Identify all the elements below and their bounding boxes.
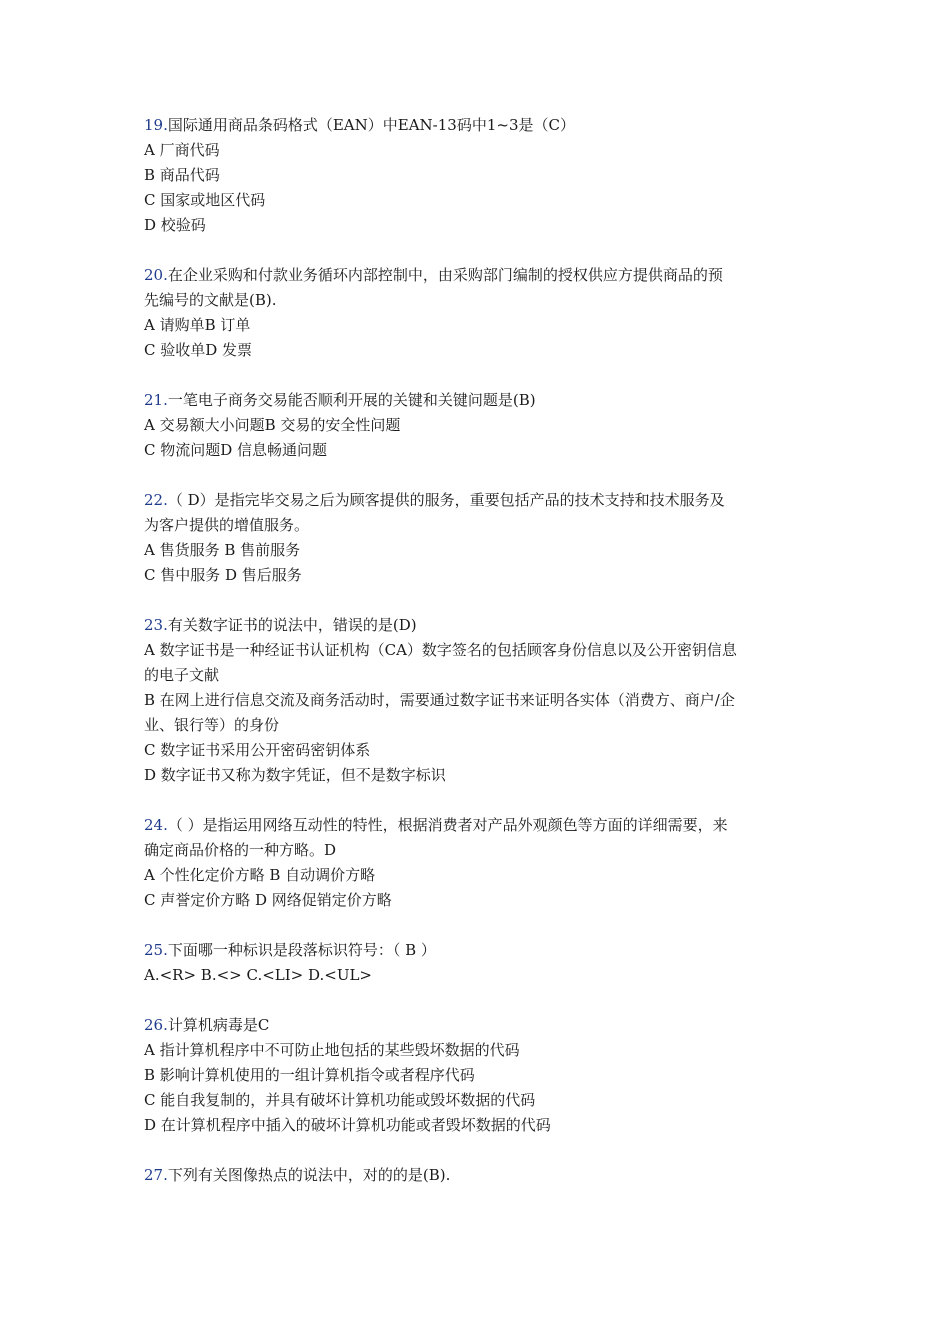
answer-option: A 个性化定价方略 B 自动调价方略 (144, 866, 376, 884)
question-number: 19. (144, 116, 168, 134)
answer-option: C 验收单D 发票 (144, 341, 253, 359)
question-stem-text: 在企业采购和付款业务循环内部控制中，由采购部门编制的授权供应方提供商品的预 (167, 266, 723, 284)
question-stem-text: （ ）是指运用网络互动性的特性，根据消费者对产品外观颜色等方面的详细需要，来 (167, 816, 728, 834)
question-stem-text: 下面哪一种标识是段落标识符号：（ B ） (167, 941, 436, 959)
question-stem-text: 国际通用商品条码格式（EAN）中EAN-13码中1~3是（C） (167, 116, 575, 134)
answer-option: B 在网上进行信息交流及商务活动时，需要通过数字证书来证明各实体（消费方、商户/企 (144, 691, 735, 709)
answer-option: A 数字证书是一种经证书认证机构（CA）数字签名的包括顾客身份信息以及公开密钥信息 (144, 641, 737, 659)
question-stem-text: 一笔电子商务交易能否顺利开展的关键和关键问题是(B) (167, 391, 536, 409)
answer-option: A 厂商代码 (144, 141, 220, 159)
answer-option: B 影响计算机使用的一组计算机指令或者程序代码 (144, 1066, 475, 1084)
question-stem-text: 有关数字证书的说法中，错误的是(D) (167, 616, 417, 634)
answer-option: A 交易额大小问题B 交易的安全性问题 (144, 416, 401, 434)
document-page (144, 113, 809, 1213)
answer-option: A.<R> B.<> C.<LI> D.<UL> (144, 966, 372, 984)
question-number: 27. (144, 1166, 168, 1184)
answer-option: 业、银行等）的身份 (144, 716, 280, 734)
answer-option: D 数字证书又称为数字凭证，但不是数字标识 (144, 766, 446, 784)
question-24 (144, 813, 809, 913)
question-stem-text: 计算机病毒是C (167, 1016, 270, 1034)
question-number: 20. (144, 266, 168, 284)
question-stem-line (144, 1013, 809, 1038)
question-21 (144, 388, 809, 463)
question-stem-line: 先编号的文献是(B). (144, 291, 277, 309)
answer-option: C 国家或地区代码 (144, 191, 266, 209)
answer-option: A 指计算机程序中不可防止地包括的某些毁坏数据的代码 (144, 1041, 520, 1059)
question-26 (144, 1013, 809, 1138)
question-22 (144, 488, 809, 588)
question-stem-text: 下列有关图像热点的说法中，对的的是(B). (167, 1166, 451, 1184)
answer-option: C 声誉定价方略 D 网络促销定价方略 (144, 891, 392, 909)
answer-option: D 校验码 (144, 216, 206, 234)
question-stem-text: （ D）是指完毕交易之后为顾客提供的服务，重要包括产品的技术支持和技术服务及 (167, 491, 725, 509)
question-stem-line (144, 488, 809, 513)
answer-option: B 商品代码 (144, 166, 220, 184)
answer-option: A 售货服务 B 售前服务 (144, 541, 301, 559)
question-stem-line (144, 938, 809, 963)
question-stem-line (144, 613, 809, 638)
answer-option: C 数字证书采用公开密码密钥体系 (144, 741, 371, 759)
question-27 (144, 1163, 809, 1188)
question-stem-line (144, 1163, 809, 1188)
answer-option: C 能自我复制的，并具有破坏计算机功能或毁坏数据的代码 (144, 1091, 536, 1109)
question-number: 22. (144, 491, 168, 509)
question-stem-line (144, 388, 809, 413)
answer-option: C 售中服务 D 售后服务 (144, 566, 302, 584)
answer-option: A 请购单B 订单 (144, 316, 251, 334)
question-19 (144, 113, 809, 238)
question-number: 21. (144, 391, 168, 409)
question-number: 25. (144, 941, 168, 959)
answer-option: 的电子文献 (144, 666, 220, 684)
question-stem-line (144, 263, 809, 288)
question-stem-line (144, 113, 809, 138)
question-number: 23. (144, 616, 168, 634)
question-number: 24. (144, 816, 168, 834)
question-25 (144, 938, 809, 988)
answer-option: D 在计算机程序中插入的破坏计算机功能或者毁坏数据的代码 (144, 1116, 551, 1134)
answer-option: C 物流问题D 信息畅通问题 (144, 441, 328, 459)
question-23 (144, 613, 809, 788)
question-stem-line (144, 813, 809, 838)
question-number: 26. (144, 1016, 168, 1034)
question-stem-line: 确定商品价格的一种方略。D (144, 841, 337, 859)
question-stem-line: 为客户提供的增值服务。 (144, 516, 310, 534)
question-20 (144, 263, 809, 363)
